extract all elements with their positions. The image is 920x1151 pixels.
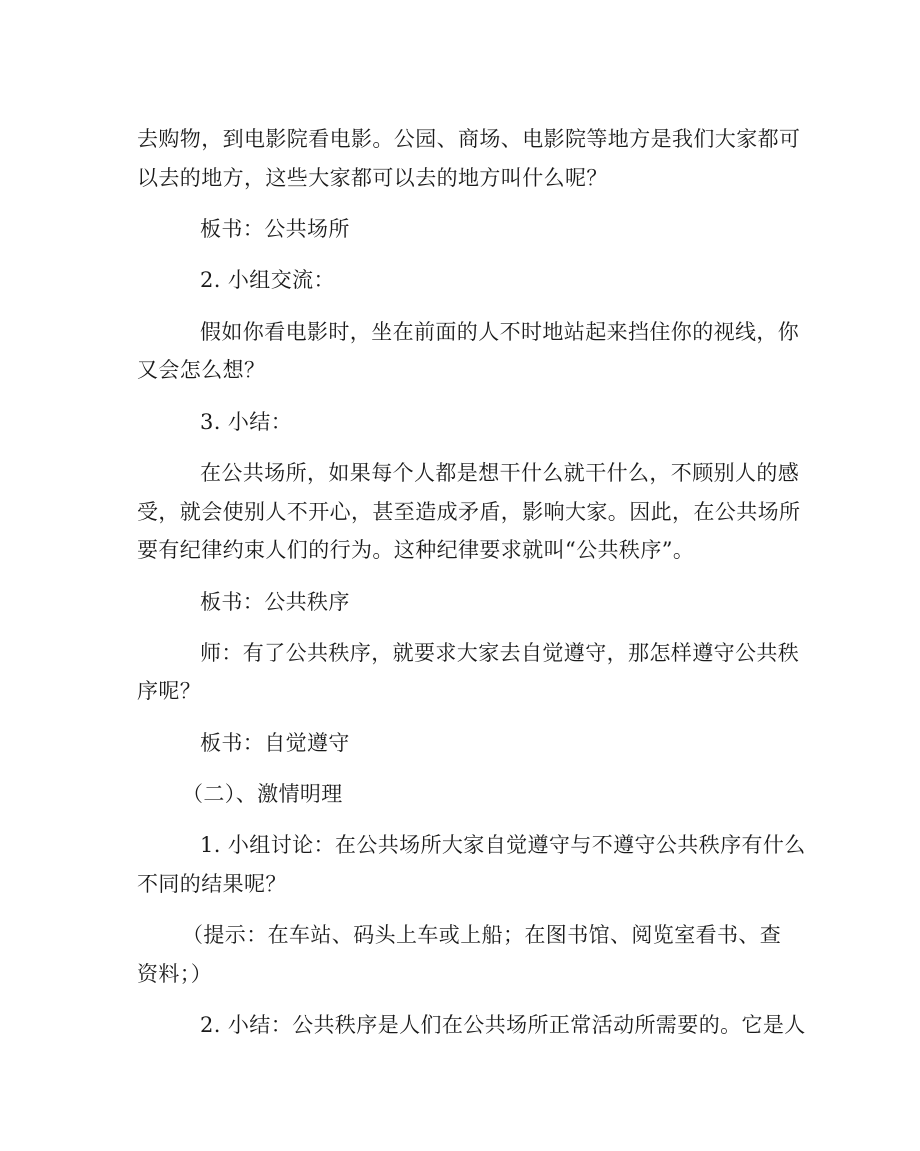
body-text-line: 2. 小结：公共秩序是人们在公共场所正常活动所需要的。它是人 — [200, 1013, 806, 1037]
body-text-line: 以去的地方，这些大家都可以去的地方叫什么呢？ — [137, 166, 608, 190]
body-text-line: 去购物，到电影院看电影。公园、商场、电影院等地方是我们大家都可 — [137, 127, 801, 151]
blackboard-note: 板书：公共场所 — [200, 217, 350, 241]
body-text-line: 1. 小组讨论：在公共场所大家自觉遵守与不遵守公共秩序有什么 — [200, 833, 806, 857]
section-heading: 2. 小组交流： — [200, 268, 335, 292]
hint-text-line: （提示：在车站、码头上车或上船；在图书馆、阅览室看书、查 — [182, 923, 782, 947]
body-text-line: 要有纪律约束人们的行为。这种纪律要求就叫“公共秩序”。 — [137, 538, 695, 562]
body-text-line: 受，就会使别人不开心，甚至造成矛盾，影响大家。因此，在公共场所 — [137, 500, 801, 524]
body-text-line: 在公共场所，如果每个人都是想干什么就干什么，不顾别人的感 — [200, 461, 800, 485]
body-text-line: 师：有了公共秩序，就要求大家去自觉遵守，那怎样遵守公共秩 — [200, 641, 800, 665]
body-text-line: 序呢？ — [137, 679, 202, 703]
body-text-line: 假如你看电影时，坐在前面的人不时地站起来挡住你的视线，你 — [200, 320, 800, 344]
blackboard-note: 板书：公共秩序 — [200, 590, 350, 614]
hint-text-line: 资料；） — [137, 962, 213, 986]
blackboard-note: 板书：自觉遵守 — [200, 731, 350, 755]
section-heading: 3. 小结： — [200, 410, 293, 434]
body-text-line: 不同的结果呢？ — [137, 872, 287, 896]
section-heading: （二）、激情明理 — [182, 782, 343, 806]
body-text-line: 又会怎么想？ — [137, 358, 266, 382]
